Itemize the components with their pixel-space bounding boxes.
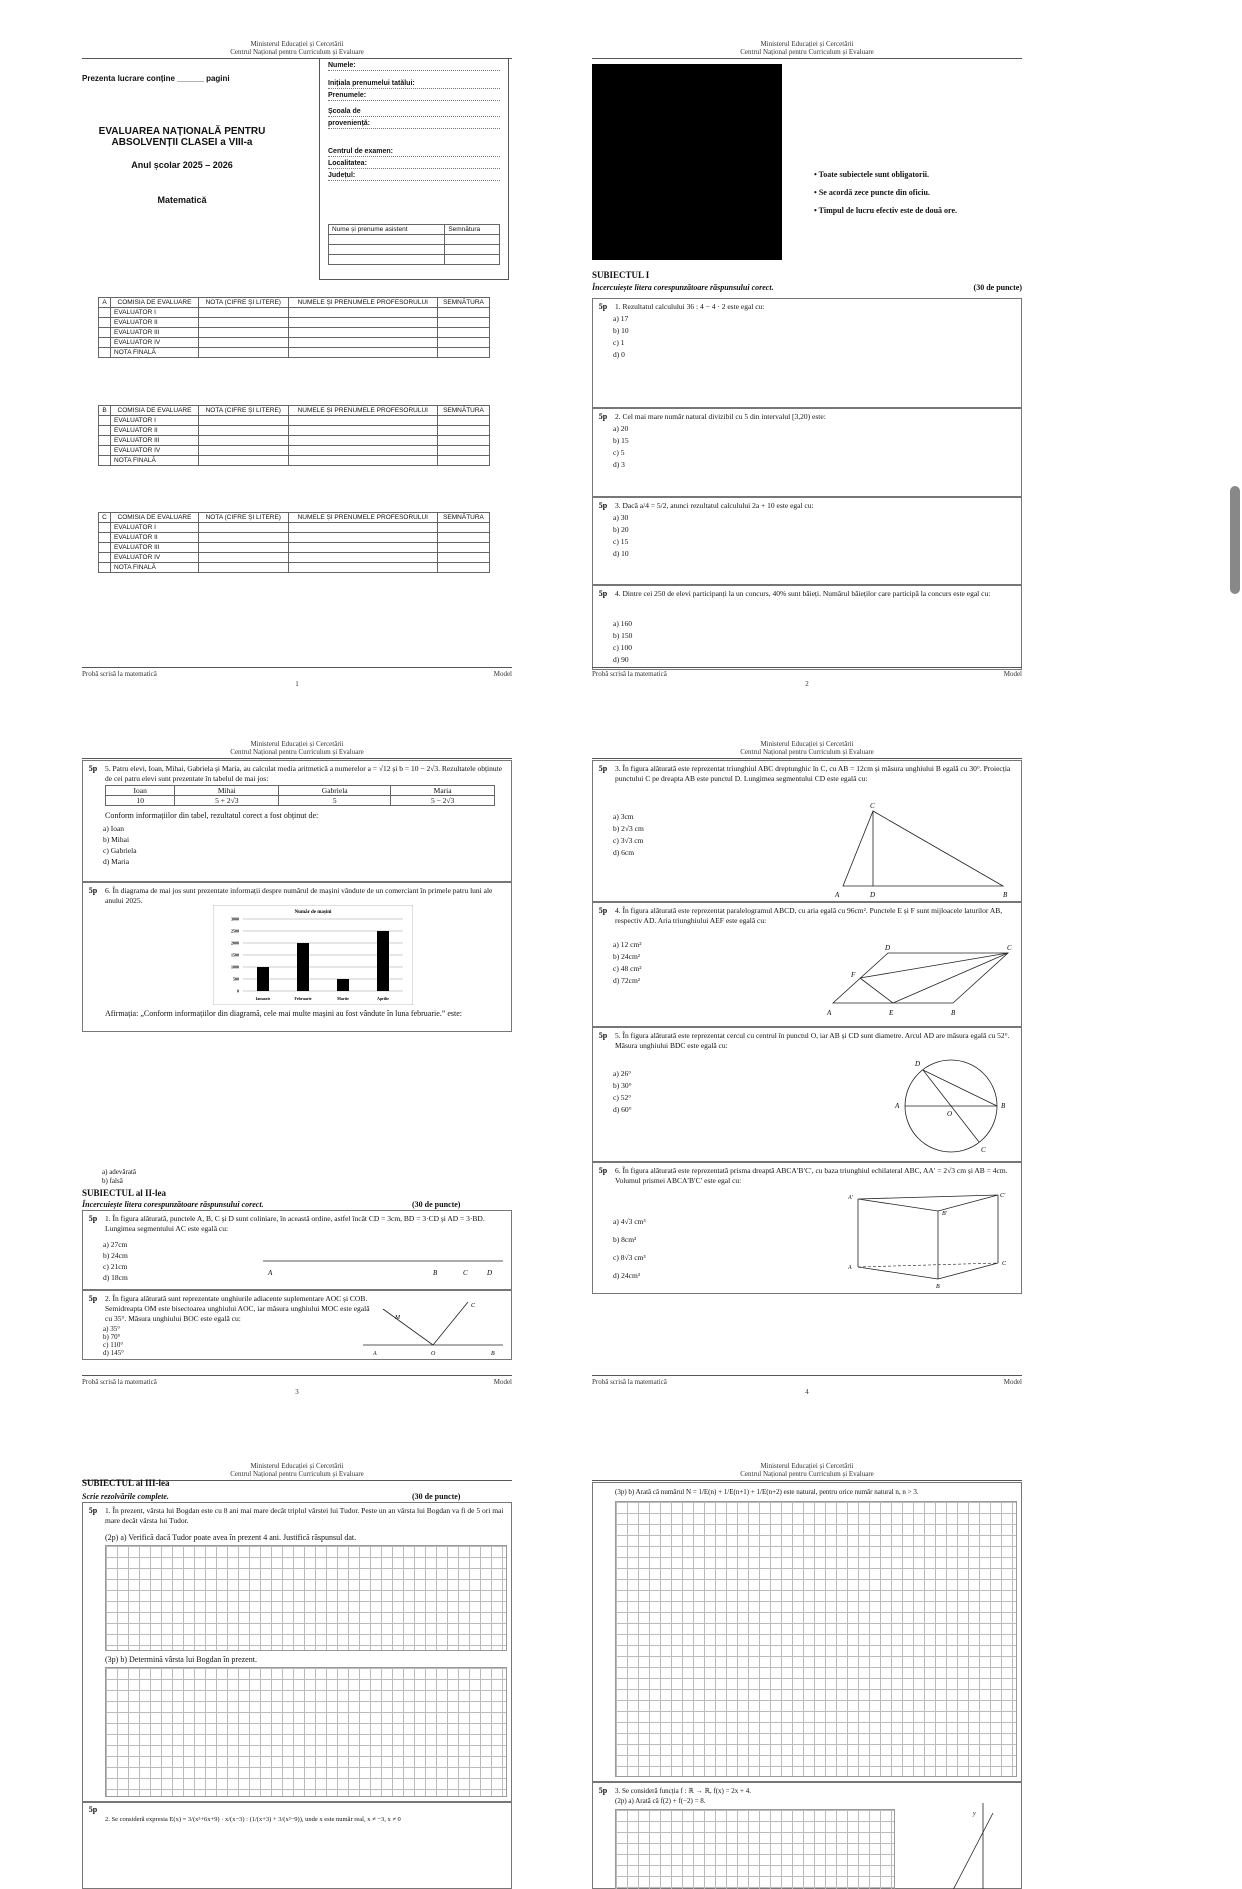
chart-x-label: Februarie bbox=[294, 996, 312, 1001]
question-iii-2b: (3p) b) Arată că numărul N = 1/E(n) + 1/E(n+1) + 1/E(n+2) este natural, pentru orice număr natural n, n > 3. bbox=[592, 1482, 1022, 1782]
answer-option[interactable]: d) 3 bbox=[613, 460, 625, 469]
exam-title: EVALUAREA NAȚIONALĂ PENTRU ABSOLVENȚII CLASEI a VIII-a bbox=[98, 126, 266, 148]
evaluator-label: EVALUATOR IV bbox=[111, 338, 199, 348]
school-year: Anul școlar 2025 – 2026 bbox=[131, 160, 233, 170]
page-2: Ministerul Educației și Cercetării Centrul Național pentru Curriculum și Evaluare • Toate subiectele sunt obligatorii. • Se acordă zece puncte din oficiu. • Timpul de lucru efectiv este de două ore. SUBIECTUL I Încercuiește litera corespunzătoare răspunsului corect. (30 de puncte) 5p 1. Rezultatul calculului 36 : 4 − 4 · 2 este egal cu: a) 17 b) 10 c) 1 d) 0 5p 2. Cel mai mare număr natural divizibil cu 5 din intervalul [3,20) este: a) 20 b) 15 c) 5 d) 3 5p 3. Dacă a/4 = 5/2, atunci rezultatul calculului 2a + 10 este egal cu: a) 30 b) 20 c) 15 d) 10 5p 4. Dintre cei 250 de elevi participanți la un concurs, 40% sunt băieți. Numărul băieților care participă la concurs este egal cu: a) 160 b) 150 c) 100 d) 90 Probă scrisă la matematică Model 2 bbox=[592, 40, 1022, 688]
circle-figure bbox=[883, 1050, 1018, 1160]
svg-text:E: E bbox=[889, 1009, 894, 1017]
answer-grid-a[interactable] bbox=[105, 1545, 507, 1651]
angles-figure bbox=[363, 1297, 508, 1357]
svg-text:D: D bbox=[915, 1060, 921, 1068]
answer-option[interactable]: d) 90 bbox=[613, 655, 629, 664]
chart-bar-februarie bbox=[297, 943, 309, 991]
evaluator-label: EVALUATOR III bbox=[111, 543, 199, 553]
evaluator-label: NOTA FINALĂ bbox=[111, 456, 199, 466]
pages-count-label: Prezenta lucrare conține ______ pagini bbox=[82, 74, 230, 83]
question-ii-2: 5p 2. În figura alăturată sunt reprezentate unghiurile adiacente suplementare AOC și COB. Semidreapta OM este bisectoarea unghiului AOC, iar măsura unghiului MOC este egală cu 35°. Măsura unghiului BOC este egală cu: a) 35° b) 70° c) 110° d) 145° A O B C M bbox=[82, 1290, 512, 1360]
section-title: SUBIECTUL I bbox=[592, 270, 650, 280]
right-triangle-figure bbox=[833, 801, 1013, 901]
svg-text:F: F bbox=[851, 971, 856, 979]
svg-text:A: A bbox=[895, 1102, 900, 1110]
svg-text:A: A bbox=[373, 1351, 377, 1357]
chart-y-tick: 3000 bbox=[231, 916, 239, 922]
svg-text:B: B bbox=[491, 1351, 495, 1357]
page-header: Ministerul Educației și Cercetării Centrul Național pentru Curriculum și Evaluare bbox=[592, 740, 1022, 756]
svg-text:C: C bbox=[1007, 944, 1012, 952]
section-title: SUBIECTUL al II-lea bbox=[82, 1188, 167, 1198]
question-ii-4: 5p 4. În figura alăturată este reprezentat paralelogramul ABCD, cu aria egală cu 96cm². Punctele E și F sunt mijloacele laturilor AB, respectiv AD. Aria triunghiului AEF este egală cu: a) 12 cm² b) 24cm² c) 48 cm² d) 72cm² A E B C D F bbox=[592, 902, 1022, 1027]
question-5: 5p 5. Patru elevi, Ioan, Mihai, Gabriela și Maria, au calculat media aritmetică a numerelor a = √12 și b = 10 − 2√3. Rezultatele obținute de cei patru elevi sunt prezentate în tabelul de mai jos: Ioan Mihai Gabriela Maria 10 5 + 2√3 5 5 − 2√3 Conform informațiilor din tabel, rezultatul corect a fost obținut de: a) Ioan b) Mihai c) Gabriela d) Maria bbox=[82, 760, 512, 882]
svg-text:B′: B′ bbox=[942, 1211, 947, 1217]
evaluation-table-c: C COMISIA DE EVALUARE NOTA (CIFRE ȘI LITERE) NUMELE ȘI PRENUMELE PROFESORULUI SEMNĂTURA EVALUATOR I EVALUATOR II EVALUATOR III EVALUATOR IV NOTA FINALĂ bbox=[98, 512, 490, 573]
evaluator-label: NOTA FINALĂ bbox=[111, 348, 199, 358]
evaluator-label: EVALUATOR IV bbox=[111, 553, 199, 563]
candidate-field[interactable]: Județul: bbox=[328, 171, 500, 181]
answer-option[interactable]: c) 5 bbox=[613, 448, 625, 457]
candidate-field[interactable]: proveniență: bbox=[328, 119, 500, 129]
svg-text:C′: C′ bbox=[1000, 1193, 1006, 1199]
svg-text:C: C bbox=[1002, 1261, 1007, 1267]
page-3: Ministerul Educației și Cercetării Centrul Național pentru Curriculum și Evaluare 5p 5. Patru elevi, Ioan, Mihai, Gabriela și Maria, au calculat media aritmetică a numerelor a = √12 și b = 10 − 2√3. Rezultatele obținute de cei patru elevi sunt prezentate în tabelul de mai jos: Ioan Mihai Gabriela Maria 10 5 + 2√3 5 5 − 2√3 Conform informațiilor din tabel, rezultatul corect a fost obținut de: a) Ioan b) Mihai c) Gabriela d) Maria 5p 6. În diagrama de mai jos sunt prezentate informații despre numărul de mașini vândute de un comerciant în primele patru luni ale anului 2025. Număr de mașini 0 500 1000 1500 2000 2500 3000 Ianuarie Februarie Martie Aprilie Afirmația: „Conform informațiilor din diagramă, cele mai multe mașini au fost vândute în luna februarie.” este: a) adevărată b) falsă SUBIECTUL al II-lea Încercuiește litera corespunzătoare răspunsului corect. (30 de puncte) 5p 1. În figura alăturată, punctele A, B, C și D sunt coliniare, în această ordine, astfel încât CD = 3cm, BD = 3·CD și AD = 3·BD. Lungimea segmentului AC este egală cu: a) 27cm b) 24cm c) 21cm d) 18cm A B C D 5p 2. În figura alăturată sunt reprezentate unghiurile adiacente suplementare AOC și COB. Semidreapta OM este bisectoarea unghiului AOC, iar măsura unghiului MOC este egală cu 35°. Măsura unghiului BOC este egală cu: a) 35° b) 70° c) 110° d) 145° A O B C M Probă scrisă la matematică Model 3 bbox=[82, 740, 512, 1396]
chart-y-tick: 1500 bbox=[231, 952, 239, 958]
answer-option[interactable]: a) 160 bbox=[613, 619, 632, 628]
svg-text:B: B bbox=[1001, 1102, 1006, 1110]
svg-text:C: C bbox=[981, 1146, 986, 1154]
answer-option[interactable]: a) 30 bbox=[613, 513, 629, 522]
page-5: Ministerul Educației și Cercetării Centrul Național pentru Curriculum și Evaluare SUBIECTUL al III-lea Scrie rezolvările complete. (30 de puncte) 5p 1. În prezent, vârsta lui Bogdan este cu 8 ani mai mare decât triplul vârstei lui Tudor. Peste un an vârsta lui Bogdan va fi de 5 ori mai mare decât vârsta lui Tudor. (2p) a) Verifică dacă Tudor poate avea în prezent 4 ani. Justifică răspunsul dat. (3p) b) Determină vârsta lui Bogdan în prezent. 5p 2. Se consideră expresia E(x) = 3/(x²+6x+9) · x/(x−3) : (1/(x+3) + 3/(x²−9)), unde x este număr real, x ≠ −3, x ≠ 0 bbox=[82, 1462, 512, 1889]
chart-y-tick: 500 bbox=[233, 976, 239, 982]
evaluator-label: NOTA FINALĂ bbox=[111, 563, 199, 573]
assistant-table: Nume și prenume asistent Semnătura bbox=[328, 224, 500, 265]
chart-y-tick: 0 bbox=[237, 988, 239, 994]
chart-y-tick: 1000 bbox=[231, 964, 239, 970]
svg-text:A: A bbox=[835, 891, 840, 899]
answer-option[interactable]: b) 150 bbox=[613, 631, 633, 640]
averages-table: Ioan Mihai Gabriela Maria 10 5 + 2√3 5 5 − 2√3 bbox=[105, 785, 495, 806]
svg-text:C: C bbox=[870, 802, 875, 810]
section-title: SUBIECTUL al III-lea bbox=[82, 1478, 170, 1488]
svg-text:O: O bbox=[947, 1110, 953, 1118]
svg-text:C: C bbox=[471, 1303, 476, 1309]
answer-option[interactable]: c) 1 bbox=[613, 338, 625, 347]
evaluator-label: EVALUATOR III bbox=[111, 436, 199, 446]
function-graph bbox=[913, 1803, 1013, 1889]
question-i-4: 5p 4. Dintre cei 250 de elevi participanți la un concurs, 40% sunt băieți. Numărul băieților care participă la concurs este egal cu: a) 160 b) 150 c) 100 d) 90 bbox=[592, 585, 1022, 670]
svg-text:C: C bbox=[463, 1269, 468, 1277]
evaluator-label: EVALUATOR IV bbox=[111, 446, 199, 456]
svg-text:M: M bbox=[395, 1315, 400, 1321]
question-i-2: 5p 2. Cel mai mare număr natural divizibil cu 5 din intervalul [3,20) este: a) 20 b) 15 c) 5 d) 3 bbox=[592, 408, 1022, 497]
svg-text:y: y bbox=[973, 1811, 976, 1817]
svg-text:O: O bbox=[431, 1351, 436, 1357]
candidate-info-box bbox=[319, 58, 509, 280]
q5-options: a) Ioan b) Mihai c) Gabriela d) Maria bbox=[103, 824, 137, 866]
candidate-field[interactable]: Localitatea: bbox=[328, 159, 500, 169]
answer-option[interactable]: a) 17 bbox=[613, 314, 629, 323]
evaluator-label: EVALUATOR I bbox=[111, 308, 199, 318]
chart-bar-aprilie bbox=[377, 931, 389, 991]
chart-x-label: Martie bbox=[337, 996, 349, 1001]
question-ii-1: 5p 1. În figura alăturată, punctele A, B, C și D sunt coliniare, în această ordine, astfel încât CD = 3cm, BD = 3·CD și AD = 3·BD. Lungimea segmentului AC este egală cu: a) 27cm b) 24cm c) 21cm d) 18cm A B C D bbox=[82, 1210, 512, 1290]
question-iii-3: 5p 3. Se consideră funcția f : ℝ → ℝ, f(x) = 2x + 4. (2p) a) Arată că f(2) + f(−2) = 8. y bbox=[592, 1782, 1022, 1889]
svg-text:B: B bbox=[936, 1284, 940, 1289]
svg-text:A: A bbox=[848, 1265, 852, 1271]
evaluator-label: EVALUATOR II bbox=[111, 533, 199, 543]
answer-grid-2b[interactable] bbox=[615, 1501, 1017, 1777]
candidate-field[interactable]: Școala de bbox=[328, 107, 500, 117]
question-ii-6: 5p 6. În figura alăturată este reprezentată prisma dreaptă ABCA′B′C′, cu baza triunghiul echilateral ABC, AA′ = 2√3 cm și AB = 4cm. Volumul prismei ABCA′B′C′ este egal cu: a) 4√3 cm³ b) 8cm³ c) 8√3 cm³ d) 24cm³ A′ B′ C′ A B C bbox=[592, 1162, 1022, 1294]
answer-option[interactable]: c) 15 bbox=[613, 537, 629, 546]
page-header: Ministerul Educației și Cercetării Centrul Național pentru Curriculum și Evaluare bbox=[592, 40, 1022, 56]
candidate-field[interactable]: Inițiala prenumelui tatălui: bbox=[328, 79, 500, 89]
page-1: Ministerul Educației și Cercetării Centrul Național pentru Curriculum și Evaluare Prezenta lucrare conține ______ pagini EVALUAREA NAȚIONALĂ PENTRU ABSOLVENȚII CLASEI a VIII-a Anul școlar 2025 – 2026 Matematică Numele: Inițiala prenumelui tatălui: Prenumele: Școala de proveniență: Centrul de examen: Localitatea: Județul: Nume și prenume asistent Semnătura A COMISIA DE EVALUARE NOTA (CIFRE ȘI LITERE) NUMELE ȘI PRENUMELE PROFESORULUI SEMNĂTURA EVALUATOR I EVALUATOR II EVALUATOR III EVALUATOR IV NOTA FINALĂ B COMISIA DE EVALUARE NOTA (CIFRE ȘI LITERE) NUMELE ȘI PRENUMELE PROFESORULUI SEMNĂTURA EVALUATOR I EVALUATOR II EVALUATOR III EVALUATOR IV NOTA FINALĂ C COMISIA DE EVALUARE NOTA (CIFRE ȘI LITERE) NUMELE ȘI PRENUMELE PROFESORULUI SEMNĂTURA EVALUATOR I EVALUATOR II EVALUATOR III EVALUATOR IV NOTA FINALĂ Probă scrisă la matematică Model 1 bbox=[82, 40, 512, 688]
collinear-points-figure bbox=[263, 1251, 503, 1281]
answer-option[interactable]: b) 10 bbox=[613, 326, 629, 335]
svg-text:D: D bbox=[885, 944, 891, 952]
question-ii-5: 5p 5. În figura alăturată este reprezentat cercul cu centrul în punctul O, iar AB și CD sunt diametre. Arcul AD are măsura egală cu 52°. Măsura unghiului BDC este egală cu: a) 26° b) 30° c) 52° d) 60° A O B C D bbox=[592, 1027, 1022, 1162]
evaluator-label: EVALUATOR I bbox=[111, 416, 199, 426]
page-header: Ministerul Educației și Cercetării Centrul Național pentru Curriculum și Evaluare bbox=[82, 40, 512, 56]
section-points: (30 de puncte) bbox=[973, 283, 1022, 292]
svg-text:A′: A′ bbox=[848, 1195, 853, 1201]
svg-text:B: B bbox=[1003, 891, 1008, 899]
evaluator-label: EVALUATOR II bbox=[111, 318, 199, 328]
answer-option[interactable]: b) 20 bbox=[613, 525, 629, 534]
chart-bar-martie bbox=[337, 979, 349, 991]
redacted-block bbox=[592, 64, 782, 260]
question-iii-1: 5p 1. În prezent, vârsta lui Bogdan este cu 8 ani mai mare decât triplul vârstei lui Tudor. Peste un an vârsta lui Bogdan va fi de 5 ori mai mare decât vârsta lui Tudor. (2p) a) Verifică dacă Tudor poate avea în prezent 4 ani. Justifică răspunsul dat. (3p) b) Determină vârsta lui Bogdan în prezent. bbox=[82, 1502, 512, 1802]
candidate-field[interactable]: Centrul de examen: bbox=[328, 147, 500, 157]
question-ii-3: 5p 3. În figura alăturată este reprezentat triunghiul ABC dreptunghic în C, cu AB = 12cm și măsura unghiului B egală cu 30°. Proiecția punctului C pe dreapta AB este punctul D. Lungimea segmentului CD este egală cu: a) 3cm b) 2√3 cm c) 3√3 cm d) 6cm A D B C bbox=[592, 760, 1022, 902]
evaluator-label: EVALUATOR I bbox=[111, 523, 199, 533]
candidate-field[interactable]: Numele: bbox=[328, 61, 500, 71]
chart-y-tick: 2000 bbox=[231, 940, 239, 946]
svg-text:A: A bbox=[827, 1009, 832, 1017]
chart-x-label: Ianuarie bbox=[255, 996, 271, 1001]
answer-grid-3a[interactable] bbox=[615, 1809, 895, 1889]
svg-text:A: A bbox=[268, 1269, 273, 1277]
question-i-3: 5p 3. Dacă a/4 = 5/2, atunci rezultatul calculului 2a + 10 este egal cu: a) 30 b) 20 c) 15 d) 10 bbox=[592, 497, 1022, 585]
chart-x-label: Aprilie bbox=[377, 996, 389, 1001]
answer-option[interactable]: b) 15 bbox=[613, 436, 629, 445]
answer-grid-b[interactable] bbox=[105, 1667, 507, 1797]
answer-option[interactable]: a) 20 bbox=[613, 424, 629, 433]
page-header: Ministerul Educației și Cercetării Centrul Național pentru Curriculum și Evaluare bbox=[592, 1462, 1022, 1478]
question-iii-2: 5p 2. Se consideră expresia E(x) = 3/(x²+6x+9) · x/(x−3) : (1/(x+3) + 3/(x²−9)), unde x este număr real, x ≠ −3, x ≠ 0 bbox=[82, 1802, 512, 1889]
evaluator-label: EVALUATOR III bbox=[111, 328, 199, 338]
question-6: 5p 6. În diagrama de mai jos sunt prezentate informații despre numărul de mașini vândute de un comerciant în primele patru luni ale anului 2025. Număr de mașini 0 500 1000 1500 2000 2500 3000 Ianuarie Februarie Martie Aprilie Afirmația: „Conform informațiilor din diagramă, cele mai multe mașini au fost vândute în luna februarie.” este: bbox=[82, 882, 512, 1032]
evaluation-table-a: A COMISIA DE EVALUARE NOTA (CIFRE ȘI LITERE) NUMELE ȘI PRENUMELE PROFESORULUI SEMNĂTURA EVALUATOR I EVALUATOR II EVALUATOR III EVALUATOR IV NOTA FINALĂ bbox=[98, 297, 490, 358]
candidate-field[interactable]: Prenumele: bbox=[328, 91, 500, 101]
exam-rules: • Toate subiectele sunt obligatorii. • Se acordă zece puncte din oficiu. • Timpul de lucru efectiv este de două ore. bbox=[814, 170, 958, 215]
chart-bar-ianuarie bbox=[257, 967, 269, 991]
chart-ylabel: Număr de mașini bbox=[294, 910, 332, 915]
answer-option[interactable]: c) 100 bbox=[613, 643, 632, 652]
page-6 bbox=[592, 1462, 1022, 1889]
question-i-1: 5p 1. Rezultatul calculului 36 : 4 − 4 · 2 este egal cu: a) 17 b) 10 c) 1 d) 0 bbox=[592, 298, 1022, 408]
parallelogram-figure bbox=[823, 941, 1018, 1021]
evaluator-label: EVALUATOR II bbox=[111, 426, 199, 436]
section-instruction: Încercuiește litera corespunzătoare răspunsului corect. bbox=[592, 283, 774, 292]
svg-text:B: B bbox=[433, 1269, 438, 1277]
page-4: Ministerul Educației și Cercetării Centrul Național pentru Curriculum și Evaluare 5p 3. În figura alăturată este reprezentat triunghiul ABC dreptunghic în C, cu AB = 12cm și măsura unghiului B egală cu 30°. Proiecția punctului C pe dreapta AB este punctul D. Lungimea segmentului CD este egală cu: a) 3cm b) 2√3 cm c) 3√3 cm d) 6cm A D B C 5p 4. În figura alăturată este reprezentat paralelogramul ABCD, cu aria egală cu 96cm². Punctele E și F sunt mijloacele laturilor AB, respectiv AD. Aria triunghiului AEF este egală cu: a) 12 cm² b) 24cm² c) 48 cm² d) 72cm² A E B C D F 5p 5. În figura alăturată este reprezentat cercul cu centrul în punctul O, iar AB și CD sunt diametre. Arcul AD are măsura egală cu 52°. Măsura unghiului BDC este egală cu: a) 26° b) 30° c) 52° d) 60° A O B C D 5p 6. În figura alăturată este reprezentată prisma dreaptă ABCA′B′C′, cu baza triunghiul echilateral ABC, AA′ = 2√3 cm și AB = 4cm. Volumul prismei ABCA′B′C′ este egal cu: a) 4√3 cm³ b) 8cm³ c) 8√3 cm³ d) 24cm³ A′ B′ C′ A B C Probă scrisă la matematică Model 4 bbox=[592, 740, 1022, 1396]
chart-y-tick: 2500 bbox=[231, 928, 239, 934]
subject-name: Matematică bbox=[157, 195, 207, 205]
page-header: Ministerul Educației și Cercetării Centrul Național pentru Curriculum și Evaluare bbox=[82, 1462, 512, 1478]
svg-text:D: D bbox=[487, 1269, 493, 1277]
answer-option[interactable]: d) 10 bbox=[613, 549, 629, 558]
scrollbar-thumb[interactable] bbox=[1230, 486, 1240, 594]
answer-option[interactable]: d) 0 bbox=[613, 350, 625, 359]
svg-text:D: D bbox=[870, 891, 876, 899]
page-header: Ministerul Educației și Cercetării Centrul Național pentru Curriculum și Evaluare bbox=[82, 740, 512, 756]
svg-text:B: B bbox=[951, 1009, 956, 1017]
cars-bar-chart bbox=[213, 905, 413, 1005]
prism-figure bbox=[848, 1189, 1018, 1289]
q6-options: a) adevărată b) falsă bbox=[102, 1168, 136, 1185]
evaluation-table-b: B COMISIA DE EVALUARE NOTA (CIFRE ȘI LITERE) NUMELE ȘI PRENUMELE PROFESORULUI SEMNĂTURA EVALUATOR I EVALUATOR II EVALUATOR III EVALUATOR IV NOTA FINALĂ bbox=[98, 405, 490, 466]
